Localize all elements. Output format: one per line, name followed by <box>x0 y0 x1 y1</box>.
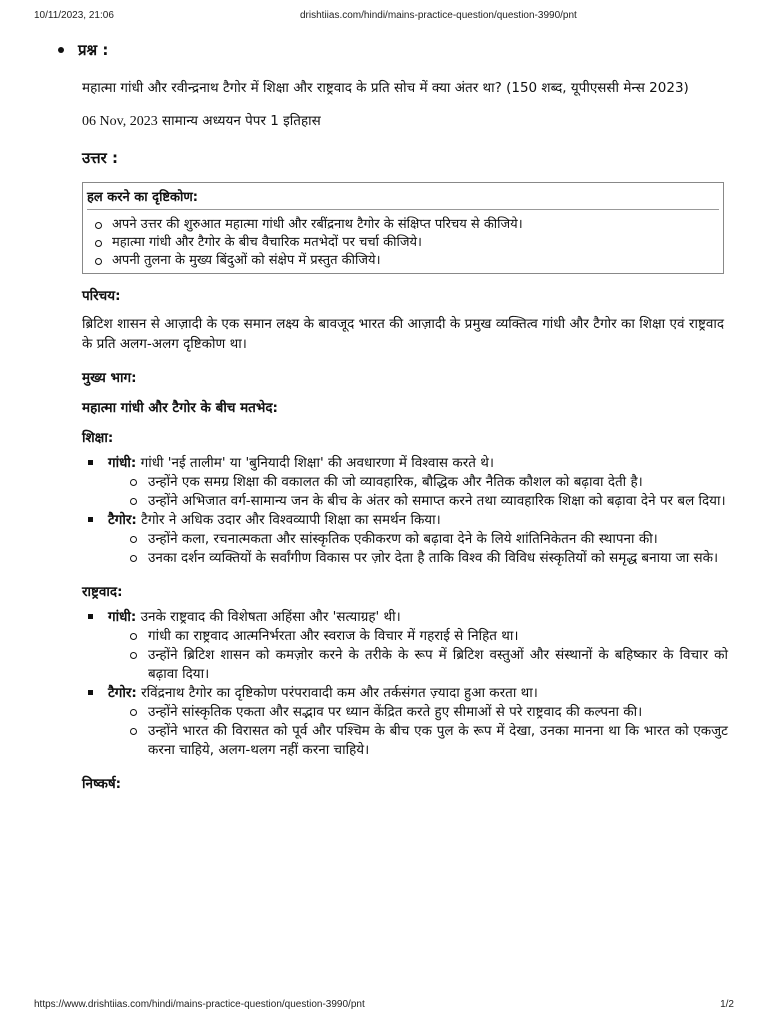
list-item: गांधी: उनके राष्ट्रवाद की विशेषता अहिंसा और 'सत्याग्रह' थी। गांधी का राष्ट्रवाद आत्मनिर्भरता और स्वराज के विचार में गहराई से निहित था। उन्होंने ब्रिटिश शासन को कमज़ोर करने के तरीके के रूप में ब्रिटिश वस्तुओं और संस्थानों के बहिष्कार के विचार को बढ़ावा दिया। <box>108 608 728 684</box>
nationalism-heading: राष्ट्रवाद: <box>82 584 123 600</box>
circle-bullet-icon <box>95 240 102 247</box>
circle-bullet-icon <box>130 479 137 486</box>
circle-bullet-icon <box>130 633 137 640</box>
approach-box <box>82 182 724 274</box>
list-item: उन्होंने अभिजात वर्ग-सामान्य जन के बीच के अंतर को समाप्त करने तथा व्यावहारिक शिक्षा को बढ़ावा देने पर बल दिया। <box>148 492 728 511</box>
circle-bullet-icon <box>130 555 137 562</box>
differences-heading: महात्मा गांधी और टैगोर के बीच मतभेद: <box>82 400 278 416</box>
document-content <box>58 40 728 794</box>
education-heading: शिक्षा: <box>82 430 114 446</box>
list-item: गांधी का राष्ट्रवाद आत्मनिर्भरता और स्वराज के विचार में गहराई से निहित था। <box>148 627 728 646</box>
approach-title: हल करने का दृष्टिकोण: <box>87 187 719 210</box>
print-header-url: drishtiias.com/hindi/mains-practice-question/question-3990/pnt <box>300 10 577 21</box>
list-item: टैगोर: टैगोर ने अधिक उदार और विश्वव्यापी शिक्षा का समर्थन किया। उन्होंने कला, रचनात्मकता और सांस्कृतिक एकीकरण को बढ़ावा देने के लिये शांतिनिकेतन की स्थापना की। उनका दर्शन व्यक्तियों के सर्वांगीण विकास पर ज़ोर देता है ताकि विश्व की विविध संस्कृतियों को समृद्ध बनाया जा सके। <box>108 511 728 568</box>
answer-label: उत्तर : <box>82 149 118 167</box>
list-item: उन्होंने भारत की विरासत को पूर्व और पश्चिम के बीच एक पुल के रूप में देखा, उनका मानना था कि भारत को एकजुट करना चाहिये, अलग-थलग नहीं करना चाहिये। <box>148 722 728 760</box>
circle-bullet-icon <box>130 728 137 735</box>
list-item: उन्होंने कला, रचनात्मकता और सांस्कृतिक एकीकरण को बढ़ावा देने के लिये शांतिनिकेतन की स्थापना की। <box>148 530 728 549</box>
list-item: टैगोर: रविंद्रनाथ टैगोर का दृष्टिकोण परंपरावादी कम और तर्कसंगत ज़्यादा हुआ करता था। उन्होंने सांस्कृतिक एकता और सद्भाव पर ध्यान केंद्रित करते हुए सीमाओं से परे राष्ट्रवाद की कल्पना की। उन्होंने भारत की विरासत को पूर्व और पश्चिम के बीच एक पुल के रूप में देखा, उनका मानना था कि भारत को एकजुट करना चाहिये, अलग-थलग नहीं करना चाहिये। <box>108 684 728 760</box>
question-date: 06 Nov, 2023 <box>82 114 158 129</box>
bullet-dot-icon <box>58 47 64 53</box>
square-bullet-icon <box>88 614 93 619</box>
circle-bullet-icon <box>95 222 102 229</box>
square-bullet-icon <box>88 517 93 522</box>
list-item: उन्होंने एक समग्र शिक्षा की वकालत की जो व्यावहारिक, बौद्धिक और नैतिक कौशल को बढ़ावा देती है। <box>148 473 728 492</box>
list-item: अपनी तुलना के मुख्य बिंदुओं को संक्षेप में प्रस्तुत कीजिये। <box>95 252 719 270</box>
conclusion-heading: निष्कर्ष: <box>82 776 122 792</box>
circle-bullet-icon <box>130 652 137 659</box>
approach-list <box>87 216 719 270</box>
list-item: अपने उत्तर की शुरुआत महात्मा गांधी और रबींद्रनाथ टैगोर के संक्षिप्त परिचय से कीजिये। <box>95 216 719 234</box>
intro-text: ब्रिटिश शासन से आज़ादी के एक समान लक्ष्य के बावजूद भारत की आज़ादी के प्रमुख व्यक्तित्व गांधी और टैगोर का शिक्षा एवं राष्ट्रवाद के प्रति अलग-अलग दृष्टिकोण था। <box>82 316 724 352</box>
nationalism-list <box>58 608 728 760</box>
education-list <box>58 454 728 568</box>
page-number: 1/2 <box>720 999 734 1010</box>
question-label-row <box>58 40 728 60</box>
circle-bullet-icon <box>130 536 137 543</box>
list-item: महात्मा गांधी और टैगोर के बीच वैचारिक मतभेदों पर चर्चा कीजिये। <box>95 234 719 252</box>
print-footer-url: https://www.drishtiias.com/hindi/mains-practice-question/question-3990/pnt <box>34 999 365 1010</box>
question-paper: सामान्य अध्ययन पेपर 1 इतिहास <box>162 113 321 129</box>
circle-bullet-icon <box>130 498 137 505</box>
list-item: उनका दर्शन व्यक्तियों के सर्वांगीण विकास पर ज़ोर देता है ताकि विश्व की विविध संस्कृतियों को समृद्ध बनाया जा सके। <box>148 549 728 568</box>
circle-bullet-icon <box>130 709 137 716</box>
circle-bullet-icon <box>95 258 102 265</box>
intro-heading: परिचय: <box>82 288 121 304</box>
print-datetime: 10/11/2023, 21:06 <box>34 10 114 21</box>
question-label: प्रश्न : <box>78 41 109 59</box>
question-meta <box>82 111 728 132</box>
square-bullet-icon <box>88 460 93 465</box>
list-item: गांधी: गांधी 'नई तालीम' या 'बुनियादी शिक्षा' की अवधारणा में विश्वास करते थे। उन्होंने एक समग्र शिक्षा की वकालत की जो व्यावहारिक, बौद्धिक और नैतिक कौशल को बढ़ावा देती है। उन्होंने अभिजात वर्ग-सामान्य जन के बीच के अंतर को समाप्त करने तथा व्यावहारिक शिक्षा को बढ़ावा देने पर बल दिया। <box>108 454 728 511</box>
list-item: उन्होंने ब्रिटिश शासन को कमज़ोर करने के तरीके के रूप में ब्रिटिश वस्तुओं और संस्थानों के बहिष्कार के विचार को बढ़ावा दिया। <box>148 646 728 684</box>
question-text: महात्मा गांधी और रवीन्द्रनाथ टैगोर में शिक्षा और राष्ट्रवाद के प्रति सोच में क्या अंतर था? (150 शब्द, यूपीएससी मेन्स 2023) <box>82 80 689 96</box>
main-heading: मुख्य भाग: <box>82 370 137 386</box>
square-bullet-icon <box>88 690 93 695</box>
list-item: उन्होंने सांस्कृतिक एकता और सद्भाव पर ध्यान केंद्रित करते हुए सीमाओं से परे राष्ट्रवाद की कल्पना की। <box>148 703 728 722</box>
